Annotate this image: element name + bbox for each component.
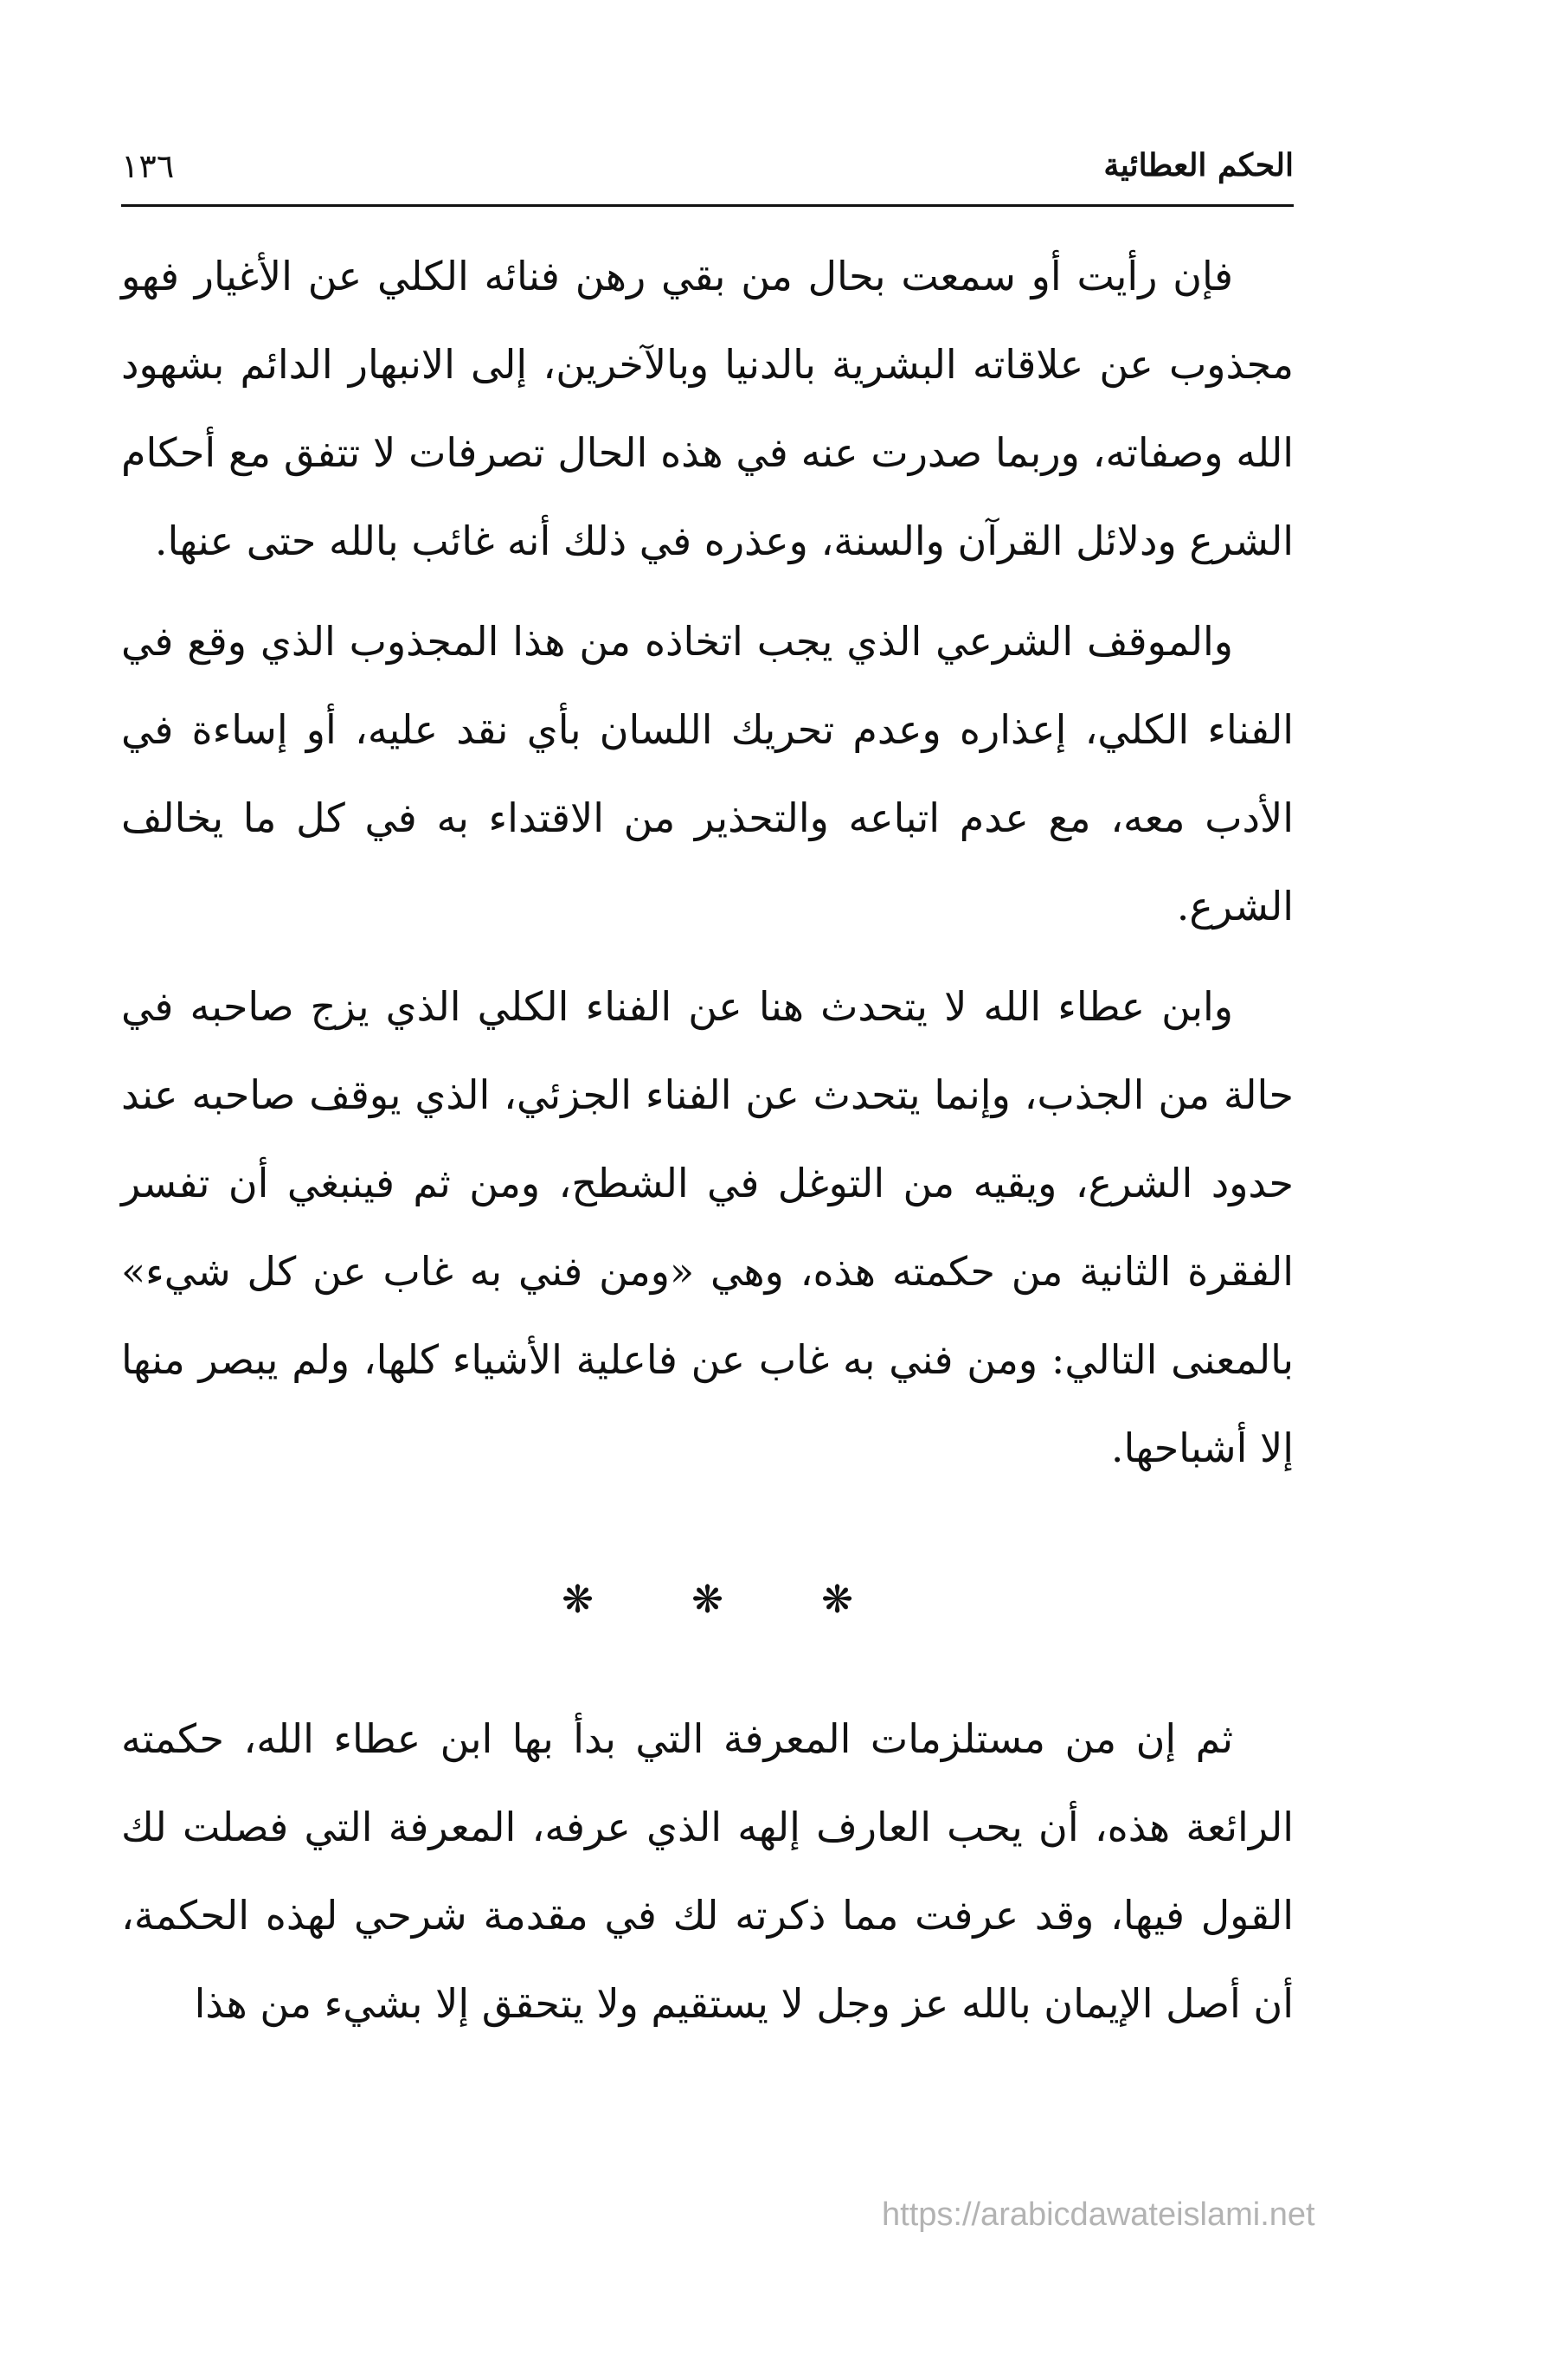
- page-header: [121, 147, 1294, 199]
- section-separator: [121, 1504, 1294, 1695]
- asterism-icon: ❋: [821, 1577, 853, 1622]
- asterism-icon: ❋: [691, 1577, 723, 1622]
- main-text: [121, 232, 1294, 2048]
- paragraph-4: ثم إن من مستلزمات المعرفة التي بدأ بها ابن عطاء الله، حكمته الرائعة هذه، أن يحب العارف إلهه الذي عرفه، المعرفة التي فصلت لك القول فيها، وقد عرفت مما ذكرته لك في مقدمة شرحي لهذه الحكمة، أن أصل الإيمان بالله عز وجل لا يستقيم ولا يتحقق إلا بشيء من هذا: [121, 1715, 1294, 2027]
- paragraph-2: والموقف الشرعي الذي يجب اتخاذه من هذا المجذوب الذي وقع في الفناء الكلي، إعذاره وعدم تحريك اللسان بأي نقد عليه، أو إساءة في الأدب معه، مع عدم اتباعه والتحذير من الاقتداء به في كل ما يخالف الشرع.: [121, 618, 1294, 929]
- asterism-icon: ❋: [562, 1577, 594, 1622]
- watermark-url: https://arabicdawateislami.net: [882, 2197, 1315, 2233]
- page-number: ١٣٦: [121, 147, 175, 185]
- header-divider: [121, 204, 1294, 207]
- paragraph-1: فإن رأيت أو سمعت بحال من بقي رهن فنائه الكلي عن الأغيار فهو مجذوب عن علاقاته البشرية بالدنيا وبالآخرين، إلى الانبهار الدائم بشهود الله وصفاته، وربما صدرت عنه في هذه الحال تصرفات لا تتفق مع أحكام الشرع ودلائل القرآن والسنة، وعذره في ذلك أنه غائب بالله حتى عنها.: [121, 253, 1294, 564]
- paragraph-3: وابن عطاء الله لا يتحدث هنا عن الفناء الكلي الذي يزج صاحبه في حالة من الجذب، وإنما يتحدث عن الفناء الجزئي، الذي يوقف صاحبه عند حدود الشرع، ويقيه من التوغل في الشطح، ومن ثم فينبغي أن تفسر الفقرة الثانية من حكمته هذه، وهي «ومن فني به غاب عن كل شيء» بالمعنى التالي: ومن فني به غاب عن فاعلية الأشياء كلها، ولم يبصر منها إلا أشباحها.: [121, 983, 1294, 1471]
- running-title: الحكم العطائية: [1103, 147, 1294, 183]
